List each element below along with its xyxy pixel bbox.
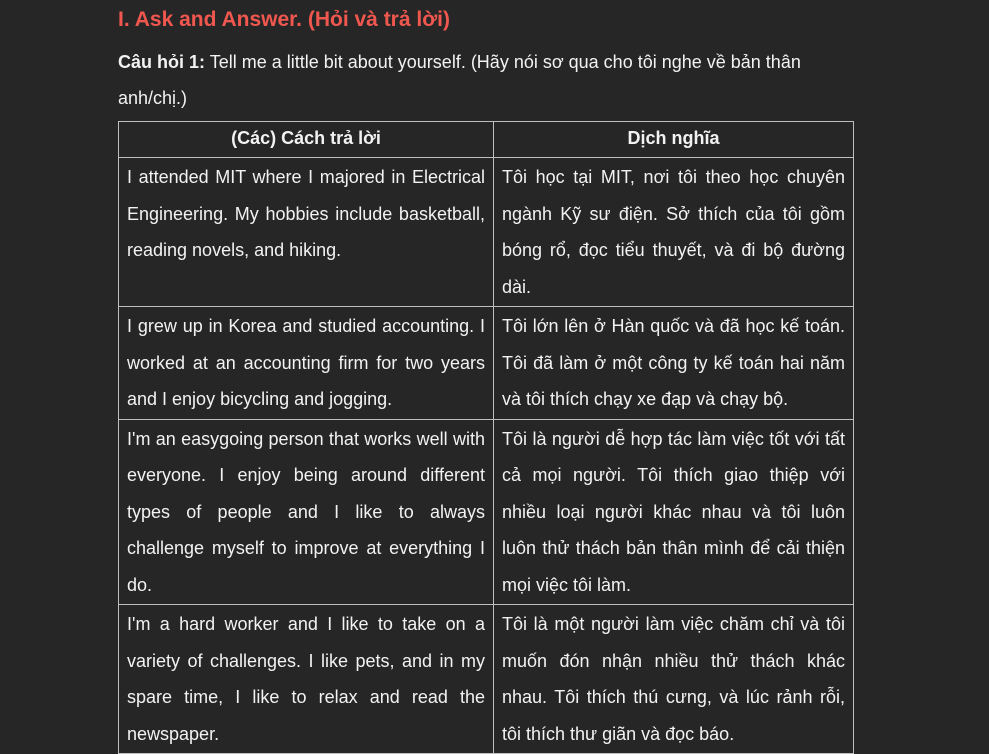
table-row (119, 605, 854, 754)
table-row (119, 419, 854, 605)
table-row (119, 158, 854, 307)
translation-cell: Tôi lớn lên ở Hàn quốc và đã học kế toán. Tôi đã làm ở một công ty kế toán hai năm và tôi thích chạy xe đạp và chạy bộ. (494, 307, 854, 420)
header-answers: (Các) Cách trả lời (119, 122, 494, 158)
answer-cell: I attended MIT where I majored in Electrical Engineering. My hobbies include basketball, reading novels, and hiking. (119, 158, 494, 307)
translation-cell: Tôi học tại MIT, nơi tôi theo học chuyên ngành Kỹ sư điện. Sở thích của tôi gồm bóng rổ, đọc tiểu thuyết, và đi bộ đường dài. (494, 158, 854, 307)
translation-cell: Tôi là một người làm việc chăm chỉ và tôi muốn đón nhận nhiều thử thách khác nhau. Tôi thích thú cưng, và lúc rảnh rỗi, tôi thích thư giãn và đọc báo. (494, 605, 854, 754)
question-paragraph (118, 44, 853, 116)
table-header-row (119, 122, 854, 158)
answer-cell: I'm an easygoing person that works well with everyone. I enjoy being around different types of people and I like to always challenge myself to improve at everything I do. (119, 419, 494, 605)
header-translation: Dịch nghĩa (494, 122, 854, 158)
answer-table (118, 121, 854, 754)
section-heading: I. Ask and Answer. (Hỏi và trả lời) (118, 8, 450, 31)
question-label: Câu hỏi 1: (118, 52, 206, 72)
table-row (119, 307, 854, 420)
question-text: Tell me a little bit about yourself. (Hãy nói sơ qua cho tôi nghe về bản thân anh/chị.) (118, 52, 801, 108)
answer-cell: I'm a hard worker and I like to take on a variety of challenges. I like pets, and in my spare time, I like to relax and read the newspaper. (119, 605, 494, 754)
answer-cell: I grew up in Korea and studied accounting. I worked at an accounting firm for two years and I enjoy bicycling and jogging. (119, 307, 494, 420)
translation-cell: Tôi là người dễ hợp tác làm việc tốt với tất cả mọi người. Tôi thích giao thiệp với nhiều loại người khác nhau và tôi luôn luôn thử thách bản thân mình để cải thiện mọi việc tôi làm. (494, 419, 854, 605)
